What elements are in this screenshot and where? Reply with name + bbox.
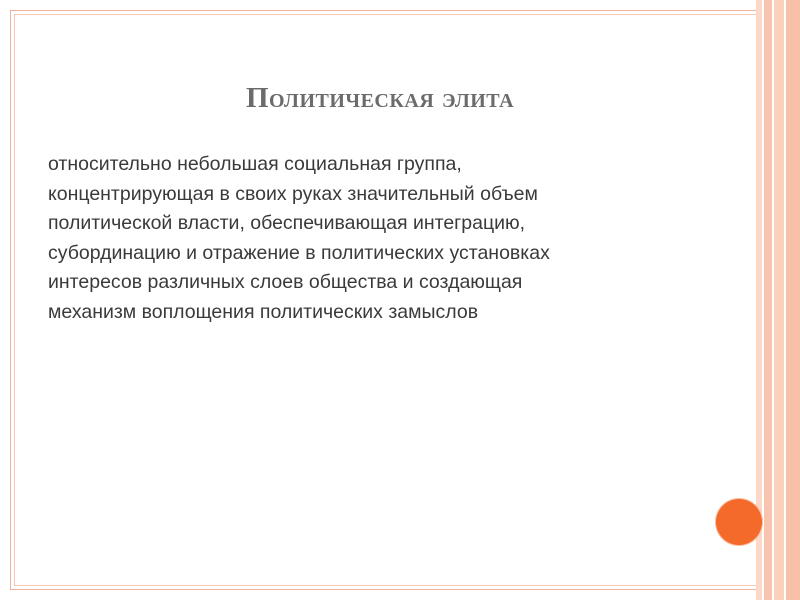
- body-line: концентрирующая в своих руках значительный объем: [48, 182, 538, 205]
- body-line: механизм воплощения политических замыслов: [48, 300, 479, 323]
- slide-title: Политическая элита: [245, 82, 515, 114]
- decorative-circle-icon: [715, 498, 763, 546]
- body-line: субординацию и отражение в политических установках: [48, 241, 550, 264]
- body-line: относительно небольшая социальная группа,: [48, 153, 462, 175]
- decorative-stripes: [756, 0, 800, 600]
- stripe: [786, 0, 800, 600]
- stripe: [774, 0, 784, 600]
- body-line: политической власти, обеспечивающая интеграцию,: [48, 212, 526, 234]
- body-line: интересов различных слоев общества и создающая: [48, 271, 523, 293]
- stripe: [764, 0, 772, 600]
- slide-body: [48, 150, 738, 327]
